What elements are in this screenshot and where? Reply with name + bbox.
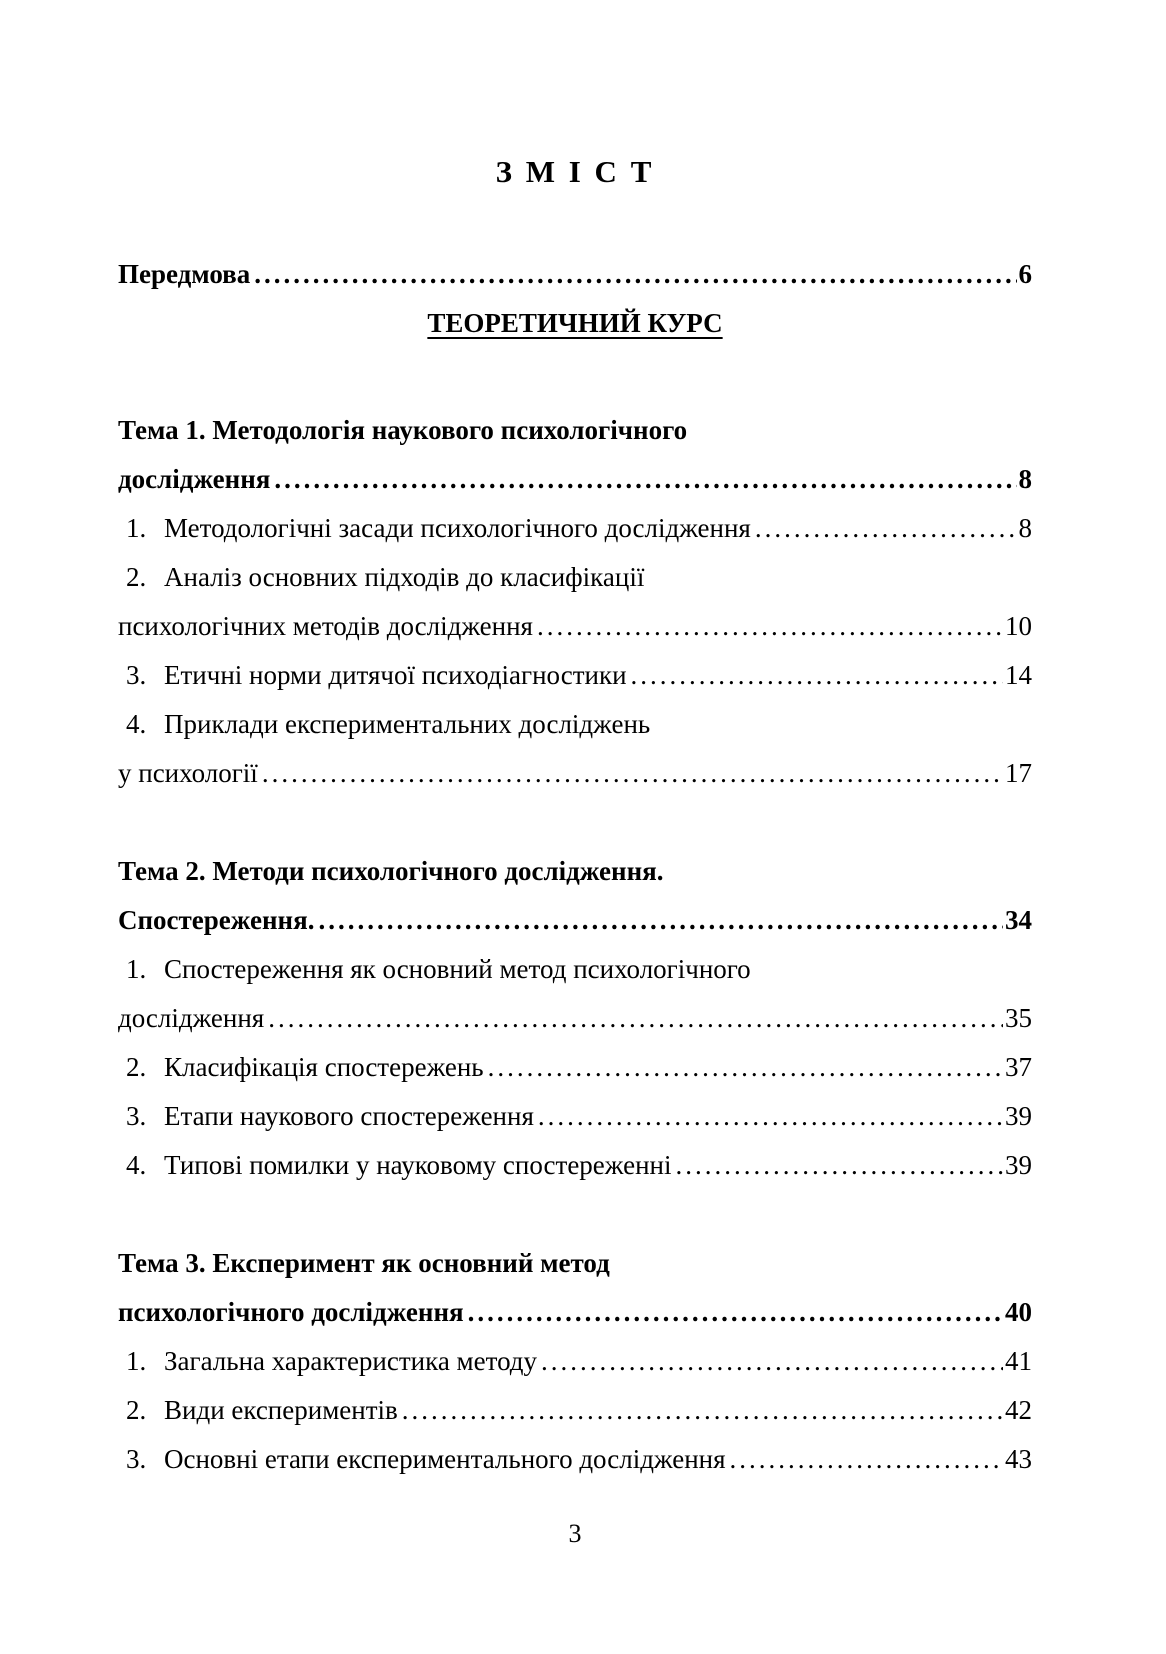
entry-text: Типові помилки у науковому спостереженні [164,1150,672,1180]
entry-text: Загальна характеристика методу [164,1346,538,1376]
toc-entry [118,945,1032,994]
toc-theme-2 [118,847,1032,1190]
item-number: 4. [126,709,147,739]
entry-text: Етапи наукового спостереження [164,1101,534,1131]
entry-text: Види експериментів [164,1395,398,1425]
entry-text: Спостереження. [118,905,315,935]
entry-text: Аналіз основних підходів до класифікації [164,562,645,592]
page-ref: 10 [1005,611,1032,641]
toc-entry [118,1337,1032,1386]
entry-text: Тема 1. Методологія наукового психологічного [118,415,688,445]
section-heading-row [118,299,1032,348]
page-ref: 42 [1005,1395,1032,1425]
theme-title-line [118,1239,1032,1288]
entry-text: психологічного дослідження [118,1297,464,1327]
entry-text: Етичні норми дитячої психодіагностики [164,660,627,690]
dot-leader [538,1092,1003,1141]
toc-entry-preface [118,250,1032,299]
page-title: З М І С Т [495,154,655,189]
item-number: 1. [126,1346,147,1376]
page-ref: 6 [1018,259,1032,289]
dot-leader [254,250,1016,299]
entry-text: Тема 3. Експеримент як основний метод [118,1248,610,1278]
page-ref: 35 [1005,1003,1032,1033]
theme-title-line [118,896,1032,945]
item-number: 3. [126,660,147,690]
item-number: 1. [126,513,147,543]
toc-entry [118,700,1032,749]
toc-entry [118,1386,1032,1435]
dot-leader [755,504,1017,553]
section-heading: ТЕОРЕТИЧНИЙ КУРС [427,308,723,338]
page-ref: 8 [1018,464,1032,494]
dot-leader [631,651,1003,700]
page-ref: 41 [1005,1346,1032,1376]
entry-text: Спостереження як основний метод психологічного [164,954,751,984]
item-number: 3. [126,1444,147,1474]
page-ref: 37 [1005,1052,1032,1082]
item-number: 3. [126,1101,147,1131]
entry-text: Основні етапи експериментального дослідження [164,1444,726,1474]
theme-title-line [118,1288,1032,1337]
item-number: 2. [126,1052,147,1082]
page-ref: 8 [1018,513,1032,543]
item-number: 2. [126,562,147,592]
dot-leader [537,602,1003,651]
dot-leader [274,455,1016,504]
footer-page-number: 3 [568,1519,582,1548]
dot-leader [468,1288,1003,1337]
entry-text: Класифікація спостережень [164,1052,484,1082]
theme-title-line [118,455,1032,504]
toc-entry-continuation [118,602,1032,651]
toc-entry [118,1141,1032,1190]
page-ref: 40 [1005,1297,1032,1327]
entry-text: психологічних методів дослідження [118,611,533,641]
dot-leader [268,994,1003,1043]
page-ref: 39 [1005,1101,1032,1131]
toc-entry [118,1092,1032,1141]
page-ref: 17 [1005,758,1032,788]
toc-entry [118,553,1032,602]
entry-text: Тема 2. Методи психологічного дослідження. [118,856,664,886]
toc-entry-continuation [118,994,1032,1043]
page-ref: 14 [1005,660,1032,690]
entry-text: дослідження [118,464,271,494]
toc-entry [118,1435,1032,1484]
page-ref: 34 [1005,905,1032,935]
page-ref: 43 [1005,1444,1032,1474]
item-number: 4. [126,1150,147,1180]
theme-title-line [118,406,1032,455]
dot-leader [402,1386,1003,1435]
entry-text: у психології [118,758,258,788]
entry-text: Методологічні засади психологічного дослідження [164,513,751,543]
dot-leader [488,1043,1003,1092]
toc-theme-1 [118,406,1032,798]
toc-entry [118,651,1032,700]
dot-leader [541,1337,1003,1386]
page-ref: 39 [1005,1150,1032,1180]
item-number: 1. [126,954,147,984]
toc-entry [118,1043,1032,1092]
toc-entry [118,504,1032,553]
theme-title-line [118,847,1032,896]
entry-text: дослідження [118,1003,265,1033]
dot-leader [262,749,1003,798]
toc-theme-3 [118,1239,1032,1484]
entry-text: Приклади експериментальних досліджень [164,709,651,739]
dot-leader [675,1141,1003,1190]
dot-leader [730,1435,1003,1484]
item-number: 2. [126,1395,147,1425]
entry-text: Передмова [118,259,251,289]
dot-leader [318,896,1003,945]
toc-entry-continuation [118,749,1032,798]
